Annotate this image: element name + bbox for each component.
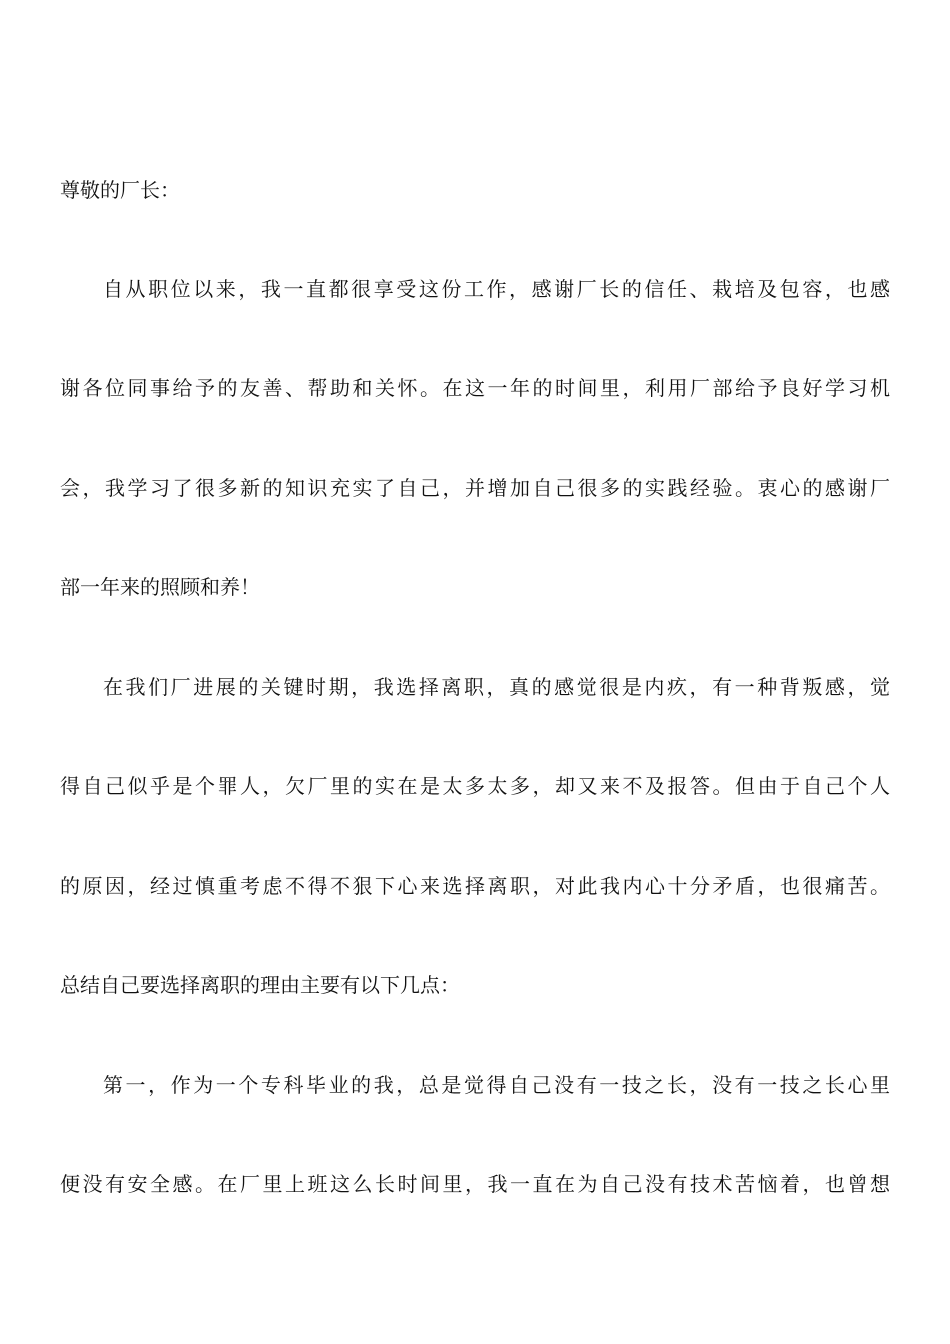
paragraph-line: 在我们厂进展的关键时期，我选择离职，真的感觉很是内疚，有一种背叛感，觉 (103, 675, 890, 699)
paragraph-line: 自从职位以来，我一直都很享受这份工作，感谢厂长的信任、栽培及包容，也感 (103, 277, 890, 301)
paragraph-line: 部一年来的照顾和养！ (60, 575, 260, 599)
paragraph-line: 总结自己要选择离职的理由主要有以下几点： (60, 973, 460, 997)
paragraph-line: 的原因，经过慎重考虑不得不狠下心来选择离职，对此我内心十分矛盾，也很痛苦。 (60, 874, 890, 898)
paragraph-line: 得自己似乎是个罪人，欠厂里的实在是太多太多，却又来不及报答。但由于自己个人 (60, 774, 890, 798)
paragraph-line: 谢各位同事给予的友善、帮助和关怀。在这一年的时间里，利用厂部给予良好学习机 (60, 376, 890, 400)
salutation: 尊敬的厂长： (60, 178, 180, 202)
paragraph-line: 会，我学习了很多新的知识充实了自己，并增加自己很多的实践经验。衷心的感谢厂 (60, 476, 890, 500)
paragraph-line: 第一，作为一个专科毕业的我，总是觉得自己没有一技之长，没有一技之长心里 (103, 1073, 890, 1097)
paragraph-line: 便没有安全感。在厂里上班这么长时间里，我一直在为自己没有技术苦恼着，也曾想 (60, 1172, 890, 1196)
